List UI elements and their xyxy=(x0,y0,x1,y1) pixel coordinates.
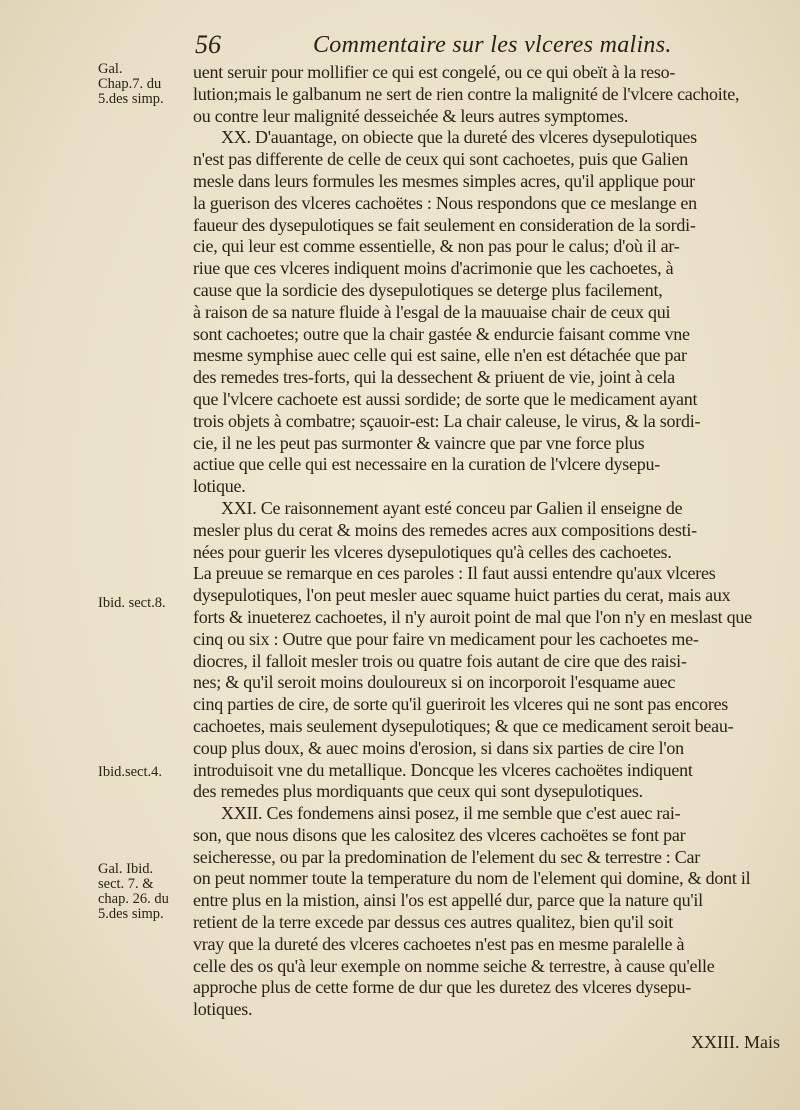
text-line: faueur des dysepulotiques se fait seulement en consideration de la sordi- xyxy=(193,214,696,235)
text-line: que l'vlcere cachoete est aussi sordide; de sorte que le medicament ayant xyxy=(193,388,698,409)
text-line: celle des os qu'à leur exemple on nomme seiche & terrestre, à cause qu'elle xyxy=(193,955,715,976)
text-line: entre plus en la mistion, ainsi l'os est appellé dur, parce que la nature qu'il xyxy=(193,890,703,911)
text-line: nes; & qu'il seroit moins douloureux si on incorporoit l'esquame auec xyxy=(193,672,676,693)
text-line: riue que ces vlceres indiquent moins d'acrimonie que les cachoetes, à xyxy=(193,258,674,279)
margin-note: Gal. Ibid. sect. 7. & chap. 26. du 5.des simp. xyxy=(98,861,169,922)
text-line: retient de la terre excede par dessus ces autres qualitez, bien qu'il soit xyxy=(193,912,674,933)
text-line: ou contre leur malignité desseichée & leurs autres symptomes. xyxy=(193,105,629,126)
text-line: nées pour guerir les vlceres dysepulotiques qu'à celles des cachoetes. xyxy=(193,541,672,562)
text-line: forts & inueterez cachoetes, il n'y auroit point de mal que l'on n'y en meslast que xyxy=(193,606,752,627)
text-line: XX. D'auantage, on obiecte que la dureté des vlceres dysepulotiques xyxy=(221,127,697,148)
text-line: sont cachoetes; outre que la chair gastée & endurcie faisant comme vne xyxy=(193,323,690,344)
text-line: cause que la sordicie des dysepulotiques se deterge plus facilement, xyxy=(193,279,663,300)
text-line: uent seruir pour mollifier ce qui est congelé, ou ce qui obeït à la reso- xyxy=(193,62,676,82)
text-line: cinq parties de cire, de sorte qu'il gueriroit les vlceres qui ne sont pas encores xyxy=(193,694,729,715)
margin-note: Ibid.sect.4. xyxy=(98,764,163,780)
text-line: à raison de sa nature fluide à l'esgal de la mauuaise chair de ceux qui xyxy=(193,301,671,322)
text-line: lotique. xyxy=(193,476,246,497)
text-line: La preuue se remarque en ces paroles : Il faut aussi entendre qu'aux vlceres xyxy=(193,563,716,584)
page-number: 56 xyxy=(195,30,221,59)
text-line: son, que nous disons que les calositez des vlceres cachoëtes se font par xyxy=(193,824,686,845)
text-line: seicheresse, ou par la predomination de l'element du sec & terrestre : Car xyxy=(193,846,701,867)
text-line: on peut nommer toute la temperature du nom de l'element qui domine, & dont il xyxy=(193,868,751,889)
text-line: dysepulotiques, l'on peut mesler auec squame huict parties du cerat, mais aux xyxy=(193,585,731,606)
text-line: cachoetes, mais seulement dysepulotiques; & que ce medicament seroit beau- xyxy=(193,715,734,736)
text-line: cie, qui leur est comme essentielle, & non pas pour le calus; d'où il ar- xyxy=(193,236,680,257)
text-line: XXII. Ces fondemens ainsi posez, il me semble que c'est auec rai- xyxy=(221,803,681,824)
text-line: mesler plus du cerat & moins des remedes acres aux compositions desti- xyxy=(193,519,697,540)
text-line: actiue que celle qui est necessaire en la curation de l'vlcere dysepu- xyxy=(193,454,661,475)
text-line: diocres, il falloit mesler trois ou quatre fois autant de cire que des raisi- xyxy=(193,650,687,671)
text-line: approche plus de cette forme de dur que les duretez des vlceres dysepu- xyxy=(193,977,692,998)
text-line: introduisoit vne du metallique. Doncque les vlceres cachoëtes indiquent xyxy=(193,759,693,780)
text-line: cinq ou six : Outre que pour faire vn medicament pour les cachoetes me- xyxy=(193,628,699,649)
text-line: lotiques. xyxy=(193,999,253,1020)
text-line: mesme symphise auec celle qui est saine, elle n'en est détachée que par xyxy=(193,345,687,366)
text-line: des remedes plus mordiquants que ceux qui sont dysepulotiques. xyxy=(193,781,643,802)
text-line: XXI. Ce raisonnement ayant esté conceu par Galien il enseigne de xyxy=(221,497,683,518)
text-line: n'est pas differente de celle de ceux qui sont cachoetes, puis que Galien xyxy=(193,149,688,170)
text-line: des remedes tres-forts, qui la dessechent & priuent de vie, joint à cela xyxy=(193,367,675,388)
text-line: vray que la dureté des vlceres cachoetes n'est pas en mesme paralelle à xyxy=(193,933,685,954)
text-line: lution;mais le galbanum ne sert de rien contre la malignité de l'vlcere cachoite, xyxy=(193,83,740,104)
margin-note: Gal. Chap.7. du 5.des simp. xyxy=(98,61,164,107)
text-line: coup plus doux, & auec moins d'erosion, si dans six parties de cire l'on xyxy=(193,737,684,758)
main-text xyxy=(193,62,783,1021)
text-line: trois objets à combatre; sçauoir-est: La chair caleuse, le virus, & la sordi- xyxy=(193,410,701,431)
text-line: la guerison des vlceres cachoëtes : Nous respondons que ce meslange en xyxy=(193,192,697,213)
text-line: mesle dans leurs formules les mesmes simples acres, qu'il applique pour xyxy=(193,170,695,191)
margin-note: Ibid. sect.8. xyxy=(98,595,166,611)
text-line: cie, il ne les peut pas surmonter & vaincre que par vne force plus xyxy=(193,432,645,453)
running-title: Commentaire sur les vlceres malins. xyxy=(313,32,672,58)
page-header xyxy=(195,30,785,64)
margin-notes xyxy=(0,0,190,1110)
catchword: XXIII. Mais xyxy=(691,1032,780,1052)
